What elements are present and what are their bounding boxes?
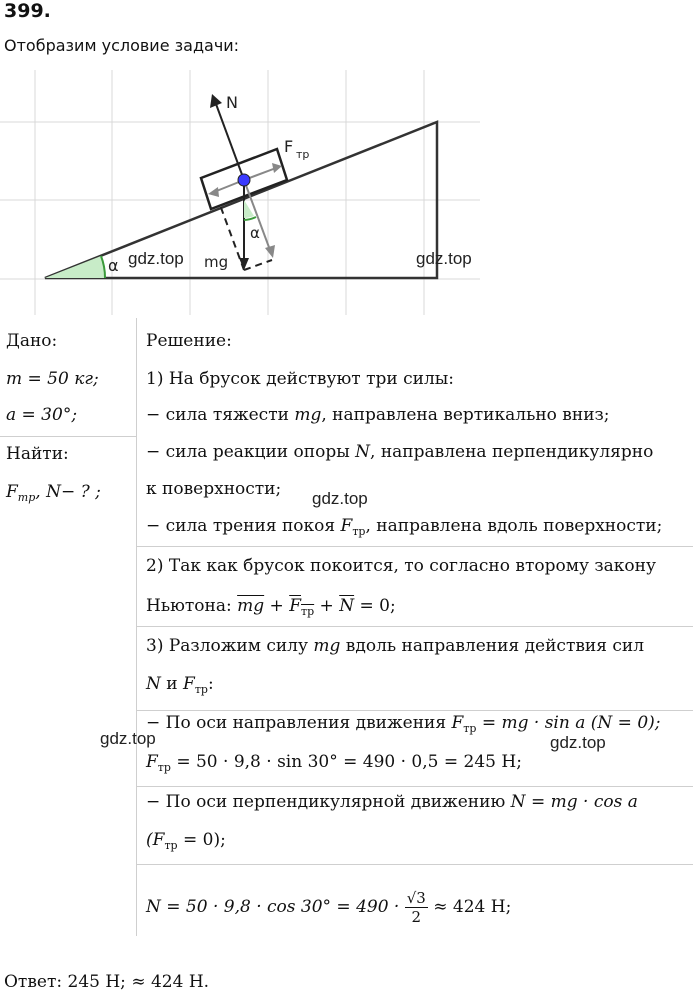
given-heading: Дано: [6,331,58,351]
l11sub: тр [157,761,171,774]
solution-line-3 [146,442,653,462]
divider-step3 [137,626,693,627]
find-heading: Найти: [6,444,69,464]
l5a: − сила трения покоя [146,516,341,536]
solution-line-11 [146,752,522,774]
solution-line-6: 2) Так как брусок покоится, то согласно второму закону [146,556,656,576]
l2b: mg [294,405,322,425]
l13b: = 0); [177,830,226,850]
l14a: N = 50 · 9,8 · cos 30° = 490 · [146,897,405,917]
l2c: , направлена вертикально вниз; [321,405,610,425]
divider-step2 [137,546,693,547]
l3a: − сила реакции опоры [146,442,356,462]
solution-line-8 [146,636,644,656]
l9sub: тр [194,683,208,696]
solution-line-4: к поверхности; [146,479,282,499]
l9c: F [183,674,195,694]
fraction-den: 2 [411,908,422,926]
l5c: , направлена вдоль поверхности; [365,516,663,536]
l3c: , направлена перпендикулярно [370,442,654,462]
l3b: N [355,442,371,462]
l7f: $\overline{N}$ [339,596,355,616]
label-F: F [284,137,294,156]
watermark: gdz.top [128,249,184,268]
l12a: − По оси перпендикулярной движению [146,792,511,812]
component-arrowhead-down [265,245,275,258]
find-F: F [6,482,18,502]
l8a: 3) Разложим силу [146,636,314,656]
fraction-num: √3 [406,889,426,907]
given-mass: m = 50 кг; [6,369,99,389]
find-F-sub: тр [17,491,36,504]
l7d: $\overline{F}$ [289,596,301,616]
solution-line-1: 1) На брусок действуют три силы: [146,369,455,389]
watermark: gdz.top [100,729,156,748]
l7e: + [314,596,340,616]
find-rest: , N− ? ; [35,482,101,502]
watermark: gdz.top [312,489,368,508]
l7c: + [264,596,290,616]
given-angle: a = 30°; [6,405,78,425]
divider-sub3 [137,864,693,865]
l5sub: тр [352,525,366,538]
solution-line-9 [146,674,214,696]
label-N: N [226,93,238,112]
l10c: = mg · sin a (N = 0); [476,713,661,733]
find-values [6,482,101,504]
solution-line-5 [146,516,662,538]
l5b: F [340,516,353,536]
l11b: = 50 · 9,8 · sin 30° = 490 · 0,5 = 245 Н; [170,752,522,772]
l13sub: тр [164,839,178,852]
solution-line-2 [146,405,610,425]
divider-sub1 [137,710,693,711]
block-angle-label: α [250,224,260,242]
l8b: mg [313,636,341,656]
center-point [238,174,250,186]
divider-sub2 [137,786,693,787]
solution-line-13 [146,830,226,852]
watermark: gdz.top [416,249,472,268]
divider-given [0,436,136,437]
incline-figure [0,70,693,315]
l7a: Ньютона: [146,596,238,616]
intro-text: Отобразим условие задачи: [4,36,240,55]
watermark: gdz.top [550,733,606,752]
fraction [405,889,428,926]
l9d: : [207,674,214,694]
solution-line-7 [146,596,396,618]
label-F-sub: тр [296,148,310,161]
l7b: $\overline{mg}$ [237,596,265,616]
label-mg: mg [204,253,229,271]
l9a: N [146,674,161,694]
l7g: = 0; [354,596,396,616]
l12b: N = mg · cos a [510,792,638,812]
answer: Ответ: 245 Н; ≈ 424 Н. [4,972,210,992]
l10b: F [451,713,464,733]
l7sub: тр [301,605,315,618]
solution-line-14 [146,889,511,926]
l10a: − По оси направления движения [146,713,452,733]
l10sub: тр [463,722,477,735]
divider-vertical [136,318,137,936]
base-angle-label: α [108,256,119,275]
solution-line-10 [146,713,661,735]
solution-heading: Решение: [146,331,232,351]
problem-number: 399. [4,0,51,22]
l11a: F [146,752,158,772]
l2a: − сила тяжести [146,405,295,425]
l8c: вдоль направления действия сил [340,636,645,656]
l13a: (F [146,830,165,850]
l14b: ≈ 424 Н; [427,897,512,917]
solution-line-12 [146,792,638,812]
base-angle-fill [45,256,105,278]
l9b: и [160,674,184,694]
